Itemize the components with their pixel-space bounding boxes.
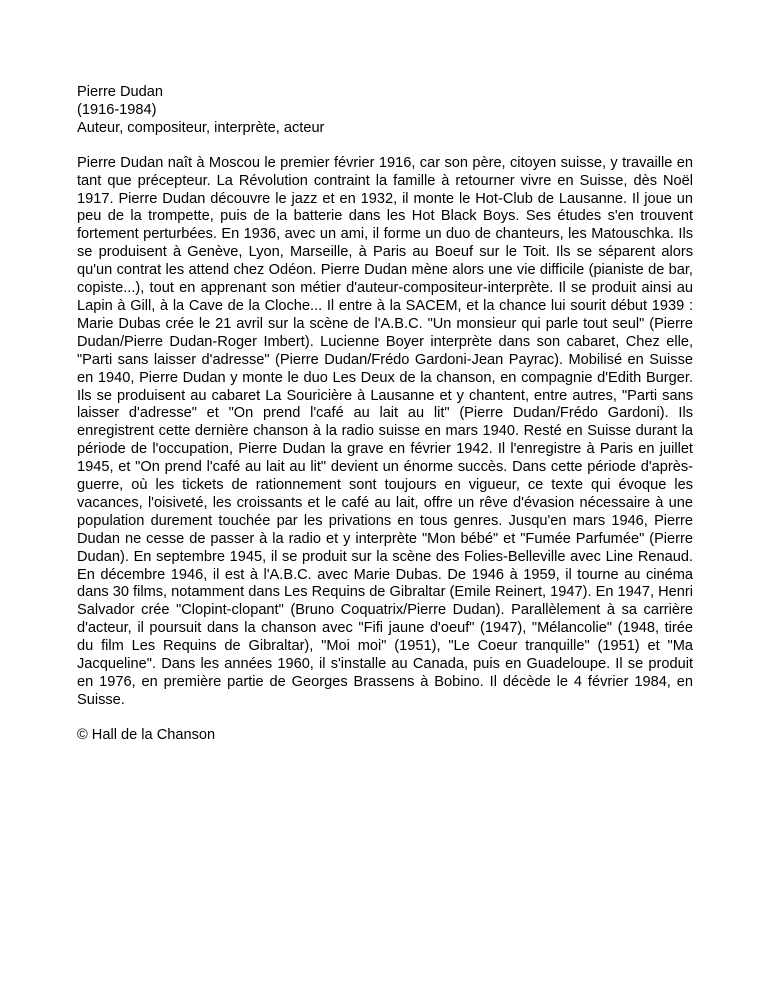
copyright-notice: © Hall de la Chanson xyxy=(77,726,216,743)
biography-paragraph: Pierre Dudan naît à Moscou le premier février 1916, car son père, citoyen suisse, y travaille en tant que précepteur. La Révolution contraint la famille à retourner vivre en Suisse, dès Noël 1917. Pierre Dudan découvre le jazz et en 1932, il monte le Hot-Club de Lausanne. Il joue un peu de la trompette, puis de la batterie dans les Hot Black Boys. Ses études s'en trouvent fortement perturbées. En 1936, avec un ami, il forme un duo de chanteurs, les Matouschka. Ils se produisent à Genève, Lyon, Marseille, à Paris au Boeuf sur le Toit. Ils se séparent alors qu'un contrat les attend chez Odéon. Pierre Dudan mène alors une vie difficile (pianiste de bar, copiste...), tout en apprenant son métier d'auteur-compositeur-interprète. Il se produit ainsi au Lapin à Gill, à la Cave de la Cloche... Il entre à la SACEM, et la chance lui sourit début 1939 : Marie Dubas crée le 21 avril sur la scène de l'A.B.C. "Un monsieur qui parle tout seul" (Pierre Dudan/Pierre Dudan-Roger Imbert). Lucienne Boyer interprète dans son cabaret, Chez elle, "Parti sans laisser d'adresse" (Pierre Dudan/Frédo Gardoni-Jean Payrac). Mobilisé en Suisse en 1940, Pierre Dudan y monte le duo Les Deux de la chanson, en compagnie d'Edith Burger. Ils se produisent au cabaret La Souricière à Lausanne et y chantent, entre autres, "Parti sans laisser d'adresse" et "On prend l'café au lait au lit" (Pierre Dudan/Frédo Gardoni). Ils enregistrent cette dernière chanson à la radio suisse en mars 1940. Resté en Suisse durant la période de l'occupation, Pierre Dudan la grave en février 1942. Il l'enregistre à Paris en juillet 1945, et "On prend l'café au lait au lit" devient un énorme succès. Dans cette période d'après-guerre, où les tickets de rationnement sont toujours en vigueur, ce texte qui évoque les vacances, l'oisiveté, les croissants et le café au lait, offre un rêve d'évasion nécessaire à une population durement touchée par les privations en tous genres. Jusqu'en mars 1946, Pierre Dudan ne cesse de passer à la radio et y interprète "Mon bébé" et "Fumée Parfumée" (Pierre Dudan). En septembre 1945, il se produit sur la scène des Folies-Belleville avec Line Renaud. En décembre 1946, il est à l'A.B.C. avec Marie Dubas. De 1946 à 1959, il tourne au cinéma dans 30 films, notamment dans Les Requins de Gibraltar (Emile Reinert, 1947). En 1947, Henri Salvador crée "Clopint-clopant" (Bruno Coquatrix/Pierre Dudan). Parallèlement à sa carrière d'acteur, il poursuit dans la chanson avec "Fifi jaune d'oeuf" (1947), "Mélancolie" (1948, tirée du film Les Requins de Gibraltar), "Moi moi" (1951), "Le Coeur tranquille" (1951) et "Ma Jacqueline". Dans les années 1960, il s'installe au Canada, puis en Guadeloupe. Il se produit en 1976, en première partie de Georges Brassens à Bobino. Il décède le 4 février 1984, en Suisse. xyxy=(77,154,693,708)
artist-roles: Auteur, compositeur, interprète, acteur xyxy=(77,119,325,136)
artist-name: Pierre Dudan xyxy=(77,84,163,100)
artist-dates: (1916-1984) xyxy=(77,101,157,118)
document-header xyxy=(77,84,693,138)
document-page xyxy=(77,84,693,745)
